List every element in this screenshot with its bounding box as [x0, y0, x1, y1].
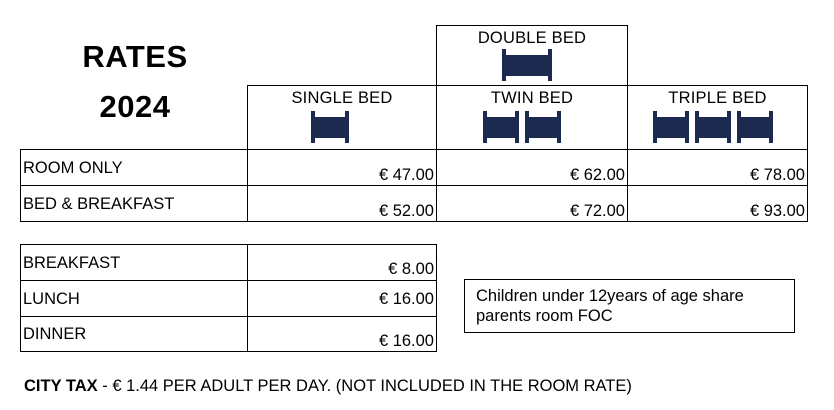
city-tax-text: - € 1.44 PER ADULT PER DAY. (NOT INCLUDED IN THE ROOM RATE)	[97, 377, 632, 395]
column-divider	[247, 244, 248, 352]
meal-price-breakfast: € 8.00	[388, 260, 434, 278]
city-tax-label: CITY TAX	[24, 377, 98, 395]
single-bed-icon	[311, 111, 349, 143]
page-title-line1: RATES	[82, 39, 188, 74]
column-divider	[627, 149, 628, 222]
price-bb-triple: € 93.00	[749, 202, 805, 220]
meal-label-lunch: LUNCH	[23, 290, 80, 308]
row-divider	[20, 185, 808, 186]
column-header-twin: TWIN BED	[490, 89, 574, 107]
triple-bed-icon	[653, 111, 689, 143]
meal-label-dinner: DINNER	[23, 325, 87, 343]
column-header-double: DOUBLE BED	[477, 29, 587, 47]
price-room-only-triple: € 78.00	[749, 166, 805, 184]
column-header-triple: TRIPLE BED	[668, 89, 767, 107]
price-bb-single: € 52.00	[378, 202, 434, 220]
twin-bed-icon	[483, 111, 519, 143]
column-divider	[247, 149, 248, 222]
meal-label-breakfast: BREAKFAST	[23, 254, 121, 272]
price-room-only-single: € 47.00	[378, 166, 434, 184]
page-title-line2: 2024	[99, 89, 171, 124]
row-divider	[20, 316, 437, 317]
triple-bed-icon	[737, 111, 773, 143]
price-room-only-twin: € 62.00	[569, 166, 625, 184]
column-header-single: SINGLE BED	[291, 89, 393, 107]
children-note: Children under 12years of age share parents room FOC	[476, 287, 744, 325]
meal-price-lunch: € 16.00	[378, 290, 434, 308]
city-tax-line	[24, 377, 632, 396]
row-label-bed-breakfast: BED & BREAKFAST	[23, 195, 175, 213]
column-divider	[436, 149, 437, 222]
meal-price-dinner: € 16.00	[378, 332, 434, 350]
double-bed-icon	[502, 49, 552, 81]
row-divider	[20, 280, 437, 281]
triple-bed-icon	[695, 111, 731, 143]
price-bb-twin: € 72.00	[569, 202, 625, 220]
row-label-room-only: ROOM ONLY	[23, 159, 123, 177]
twin-bed-icon	[525, 111, 561, 143]
